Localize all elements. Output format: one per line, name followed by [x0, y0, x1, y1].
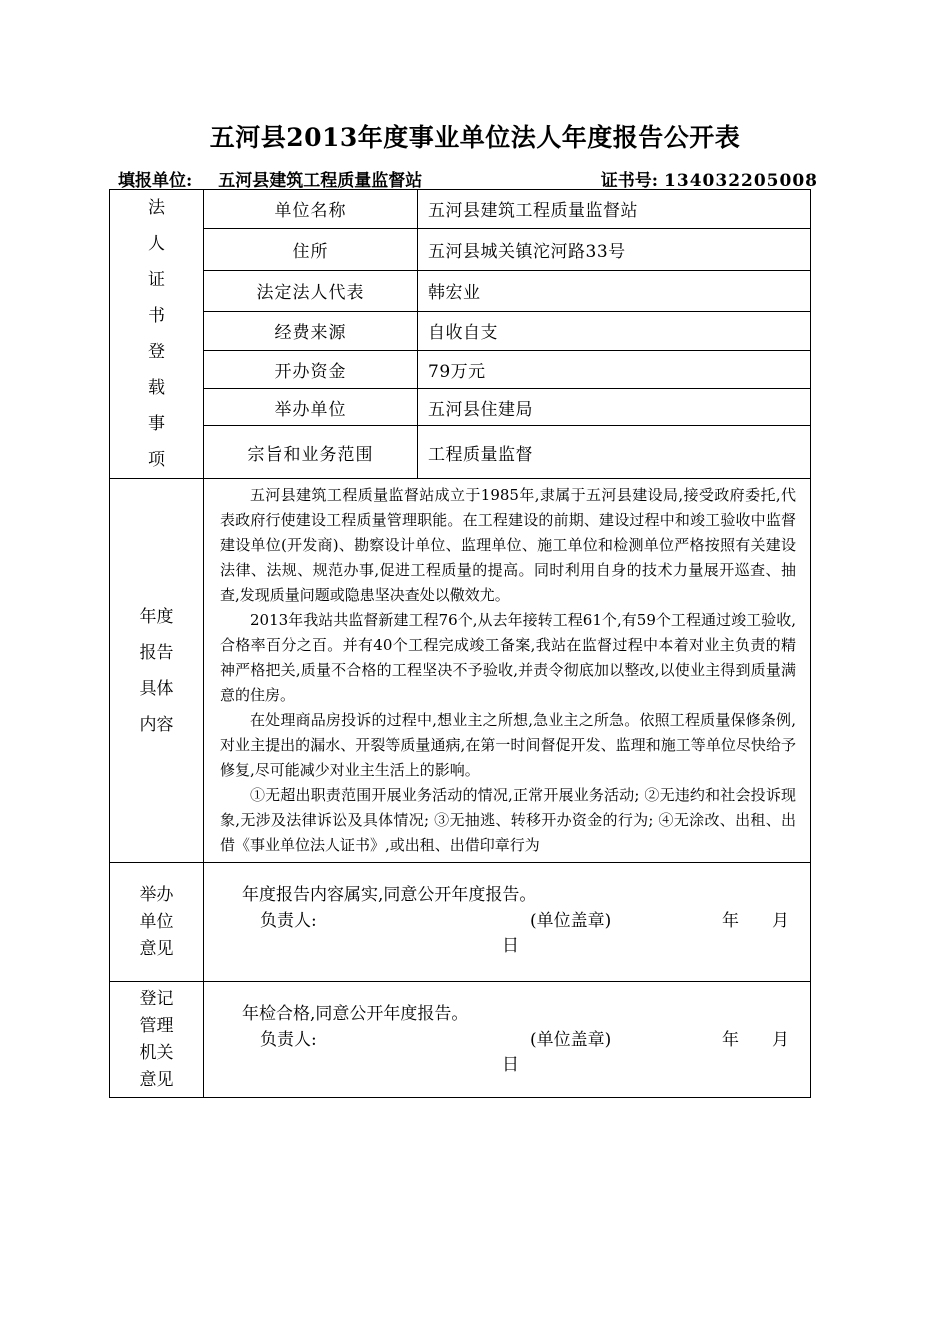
business-scope-label: 宗旨和业务范围: [204, 426, 418, 479]
registration-section-label: 法 人 证 书 登 载 事 项: [110, 190, 204, 479]
report-content: [204, 479, 811, 863]
unit-name-label: 单位名称: [204, 190, 418, 229]
report-table: [109, 189, 811, 1098]
registry-opinion: [204, 982, 811, 1098]
form-header: [118, 166, 818, 190]
sponsor-day-label: 日: [502, 936, 519, 956]
table-row: [110, 311, 811, 350]
registry-opinion-statement: 年检合格,同意公开年度报告。: [242, 1004, 469, 1024]
certificate-number: [601, 166, 818, 191]
sponsor-opinion-statement: 年度报告内容属实,同意公开年度报告。: [242, 885, 537, 905]
table-row: [110, 982, 811, 1098]
sponsor-signer-label: 负责人:: [260, 911, 317, 931]
address-value: 五河县城关镇沱河路33号: [418, 228, 811, 270]
sponsor-label: 举办单位: [204, 388, 418, 426]
business-scope-value: 工程质量监督: [418, 426, 811, 479]
report-paragraph: ①无超出职责范围开展业务活动的情况,正常开展业务活动; ②无违约和社会投诉现象,无涉及法律诉讼及具体情况; ③无抽逃、转移开办资金的行为; ④无涂改、出租、出借《事业单位法人证书》,或出租、出借印章行为: [220, 786, 796, 854]
certificate-number-value: 134032205008: [664, 171, 818, 191]
registry-year-label: 年: [722, 1030, 739, 1050]
table-row: [110, 228, 811, 270]
registry-day-label: 日: [502, 1055, 519, 1075]
address-label: 住所: [204, 228, 418, 270]
unit-name-value: 五河县建筑工程质量监督站: [418, 190, 811, 229]
report-paragraph: 在处理商品房投诉的过程中,想业主之所想,急业主之所急。依照工程质量保修条例,对业主提出的漏水、开裂等质量通病,在第一时间督促开发、监理和施工等单位尽快给予修复,尽可能减少对业主生活上的影响。: [220, 711, 796, 779]
table-row: [110, 426, 811, 479]
table-row: [110, 270, 811, 311]
reporting-unit-value: 五河县建筑工程质量监督站: [218, 171, 423, 191]
registry-seal-label: (单位盖章): [530, 1030, 612, 1050]
table-row: [110, 863, 811, 982]
table-row: [110, 190, 811, 229]
sponsor-month-label: 月: [772, 911, 789, 931]
certificate-number-label: 证书号:: [600, 171, 659, 191]
report-section-label: 年度 报告 具体 内容: [110, 479, 204, 863]
sponsor-year-label: 年: [722, 911, 739, 931]
funding-source-label: 经费来源: [204, 311, 418, 350]
report-paragraph: 五河县建筑工程质量监督站成立于1985年,隶属于五河县建设局,接受政府委托,代表政府行使建设工程质量管理职能。在工程建设的前期、建设过程中和竣工验收中监督建设单位(开发商)、勘察设计单位、监理单位、施工单位和检测单位严格按照有关建设法律、法规、规范办事,促进工程质量的提高。同时利用自身的技术力量展开巡查、抽查,发现质量问题或隐患坚决查处以儆效尤。: [220, 486, 796, 604]
registry-month-label: 月: [772, 1030, 789, 1050]
sponsor-opinion-label: 举办 单位 意见: [110, 863, 204, 982]
capital-value: 79万元: [418, 350, 811, 388]
funding-source-value: 自收自支: [418, 311, 811, 350]
table-row: [110, 388, 811, 426]
report-paragraph: 2013年我站共监督新建工程76个,从去年接转工程61个,有59个工程通过竣工验收,合格率百分之百。并有40个工程完成竣工备案,我站在监督过程中本着对业主负责的精神严格把关,质量不合格的工程坚决不予验收,并责令彻底加以整改,以使业主得到质量满意的住房。: [220, 611, 796, 704]
sponsor-seal-label: (单位盖章): [530, 911, 612, 931]
table-row: [110, 479, 811, 863]
reporting-unit-label: 填报单位:: [118, 171, 193, 191]
legal-rep-label: 法定法人代表: [204, 270, 418, 311]
capital-label: 开办资金: [204, 350, 418, 388]
table-row: [110, 350, 811, 388]
sponsor-value: 五河县住建局: [418, 388, 811, 426]
registry-signer-label: 负责人:: [260, 1030, 317, 1050]
sponsor-opinion: [204, 863, 811, 982]
legal-rep-value: 韩宏业: [418, 270, 811, 311]
registry-opinion-label: 登记 管理 机关 意见: [110, 982, 204, 1098]
page-title: 五河县2013年度事业单位法人年度报告公开表: [209, 123, 741, 152]
reporting-unit: [118, 166, 422, 191]
